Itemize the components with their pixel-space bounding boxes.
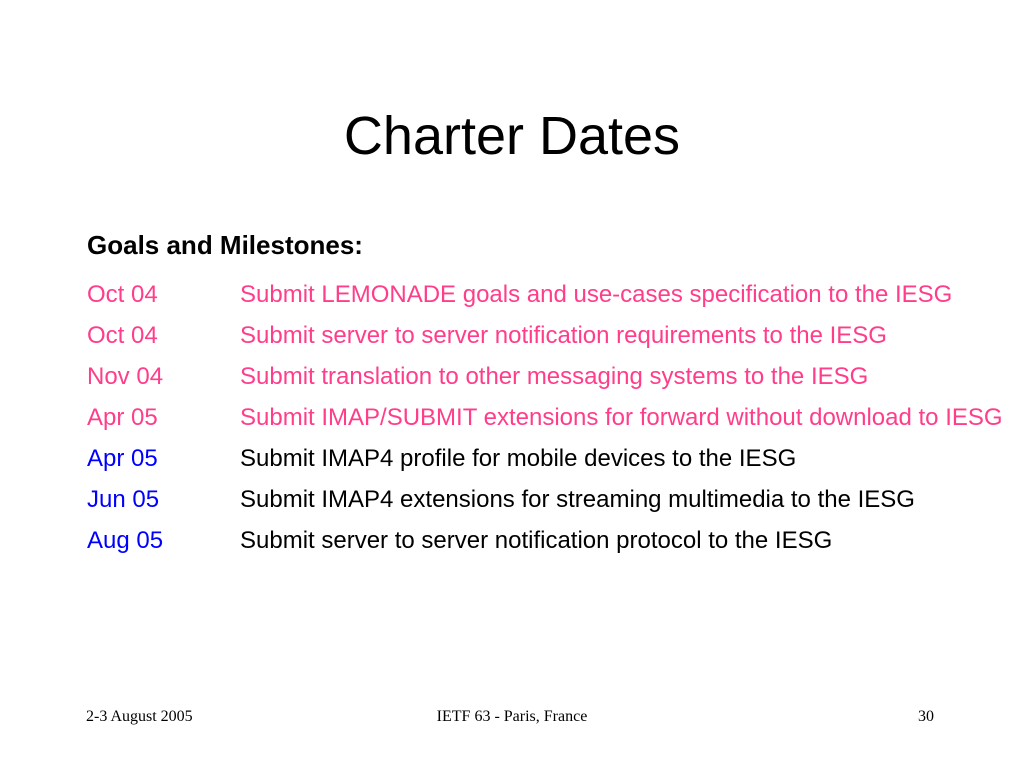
milestone-date: Aug 05 xyxy=(87,527,164,554)
footer-event: IETF 63 - Paris, France xyxy=(436,708,588,725)
milestone-date: Jun 05 xyxy=(87,486,160,513)
milestone-row xyxy=(87,319,1017,352)
milestone-text: Submit LEMONADE goals and use-cases specification to the IESG xyxy=(240,281,953,308)
milestone-text: Submit server to server notification requirements to the IESG xyxy=(240,322,887,349)
milestone-row xyxy=(87,360,1017,393)
milestone-row xyxy=(87,278,1017,311)
page-number: 30 xyxy=(918,708,934,725)
milestone-text: Submit translation to other messaging systems to the IESG xyxy=(240,363,869,390)
milestone-row xyxy=(87,483,1017,516)
milestone-date: Oct 04 xyxy=(87,322,158,349)
milestone-text: Submit IMAP4 extensions for streaming multimedia to the IESG xyxy=(240,486,915,513)
milestone-date: Apr 05 xyxy=(87,404,158,431)
slide-title: Charter Dates xyxy=(343,106,681,166)
milestone-date: Oct 04 xyxy=(87,281,158,308)
section-heading: Goals and Milestones: xyxy=(87,230,363,260)
milestone-text: Submit IMAP/SUBMIT extensions for forward without download to IESG xyxy=(240,404,1003,431)
milestone-text: Submit server to server notification protocol to the IESG xyxy=(240,527,833,554)
milestone-list xyxy=(87,278,1017,565)
milestone-row xyxy=(87,524,1017,557)
milestone-row xyxy=(87,401,1017,434)
footer-date: 2-3 August 2005 xyxy=(86,708,193,725)
milestone-date: Nov 04 xyxy=(87,363,164,390)
milestone-row xyxy=(87,442,1017,475)
milestone-date: Apr 05 xyxy=(87,445,158,472)
milestone-text: Submit IMAP4 profile for mobile devices to the IESG xyxy=(240,445,797,472)
